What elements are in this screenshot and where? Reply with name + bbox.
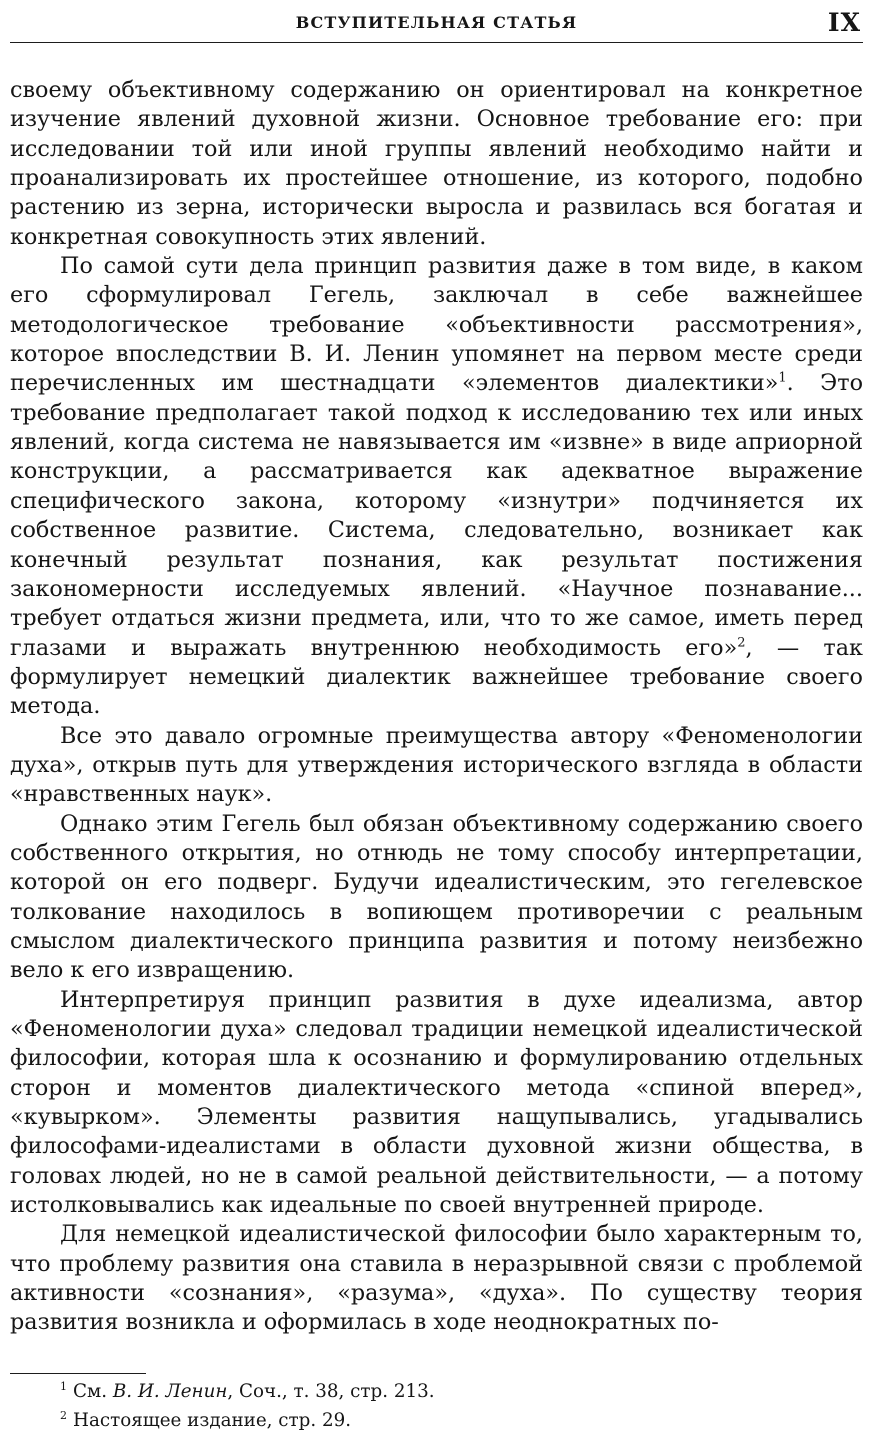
- main-text: [10, 76, 863, 1338]
- paragraph-4: Однако этим Гегель был обязан объективному содержанию своего собственного открытия, но отнюдь не тому способу интерпретации, которой он его подверг. Будучи идеалистическим, это гегелевское толкование находилось в вопиющем противоречии с реальным смыслом диалектического принципа развития и потому неизбежно вело к его извращению.: [10, 810, 863, 984]
- paragraph-6: Для немецкой идеалистической философии было характерным то, что проблему развития она ставила в неразрывной связи с проблемой активности «сознания», «разума», «духа». По существу теория развития возникла и оформилась в ходе неоднократных по-: [10, 1221, 863, 1336]
- footnote-ref-1: 1: [778, 371, 787, 387]
- paragraph-3: Все это давало огромные преимущества автору «Феноменологии духа», открыв путь для утверждения исторического взгляда в области «нравственных наук».: [10, 722, 863, 808]
- paragraph-1: своему объективному содержанию он ориентировал на конкретное изучение явлений духовной жизни. Основное требование его: при исследовании той или иной группы явлений необходимо найти и проанализировать их простейшее отношение, из которого, подобно растению из зерна, исторически выросла и развилась вся богатая и конкретная совокупность этих явлений.: [10, 77, 863, 250]
- running-title: ВСТУПИТЕЛЬНАЯ СТАТЬЯ: [295, 13, 578, 32]
- paragraph-2-part-c: , — так формулирует немецкий диалектик важнейшее требование своего метода.: [10, 634, 863, 720]
- footnote-divider: [10, 1373, 146, 1374]
- paragraph-2-part-a: По самой сути дела принцип развития даже в том виде, в каком его сформулировал Гегель, заключал в себе важнейшее методологическое требование «объективности рассмотрения», которое впоследствии В. И. Ленин упомянет на первом месте среди перечисленных им шестнадцати «элементов диалектики»: [10, 253, 863, 397]
- footnote-2-mark: 2: [60, 1409, 67, 1423]
- footnotes: [60, 1375, 863, 1433]
- footnote-1-prefix: См.: [73, 1381, 113, 1403]
- footnote-1-rest: , Соч., т. 38, стр. 213.: [227, 1381, 435, 1403]
- footnote-1-author: В. И. Ленин: [112, 1381, 228, 1403]
- paragraph-2-part-b: . Это требование предполагает такой подход к исследованию тех или иных явлений, когда система не навязывается им «извне» в виде априорной конструкции, а рассматривается как адекватное выражение специфического закона, которому «изнутри» подчиняется их собственное развитие. Система, следовательно, возникает как конечный результат познания, как результат постижения закономерности исследуемых явлений. «Научное познавание... требует отдаться жизни предмета, или, что то же самое, иметь перед глазами и выражать внутреннюю необходимость его»: [10, 370, 864, 661]
- footnote-2: [60, 1404, 863, 1433]
- footnote-ref-2: 2: [737, 635, 746, 651]
- footnote-1-mark: 1: [60, 1380, 67, 1393]
- footnote-2-text: Настоящее издание, стр. 29.: [73, 1410, 352, 1432]
- paragraph-2: [10, 252, 863, 722]
- running-header: [10, 8, 863, 43]
- footnote-1: [60, 1375, 863, 1404]
- paragraph-5: Интерпретируя принцип развития в духе идеализма, автор «Феноменологии духа» следовал традиции немецкой идеалистической философии, которая шла к осознанию и формулированию отдельных сторон и моментов диалектического метода «спиной вперед», «кувырком». Элементы развития нащупывались, угадывались философами-идеалистами в области духовной жизни общества, в головах людей, но не в самой реальной действительности, — а потому истолковывались как идеальные по своей внутренней природе.: [10, 986, 863, 1219]
- page-number: IX: [827, 8, 861, 37]
